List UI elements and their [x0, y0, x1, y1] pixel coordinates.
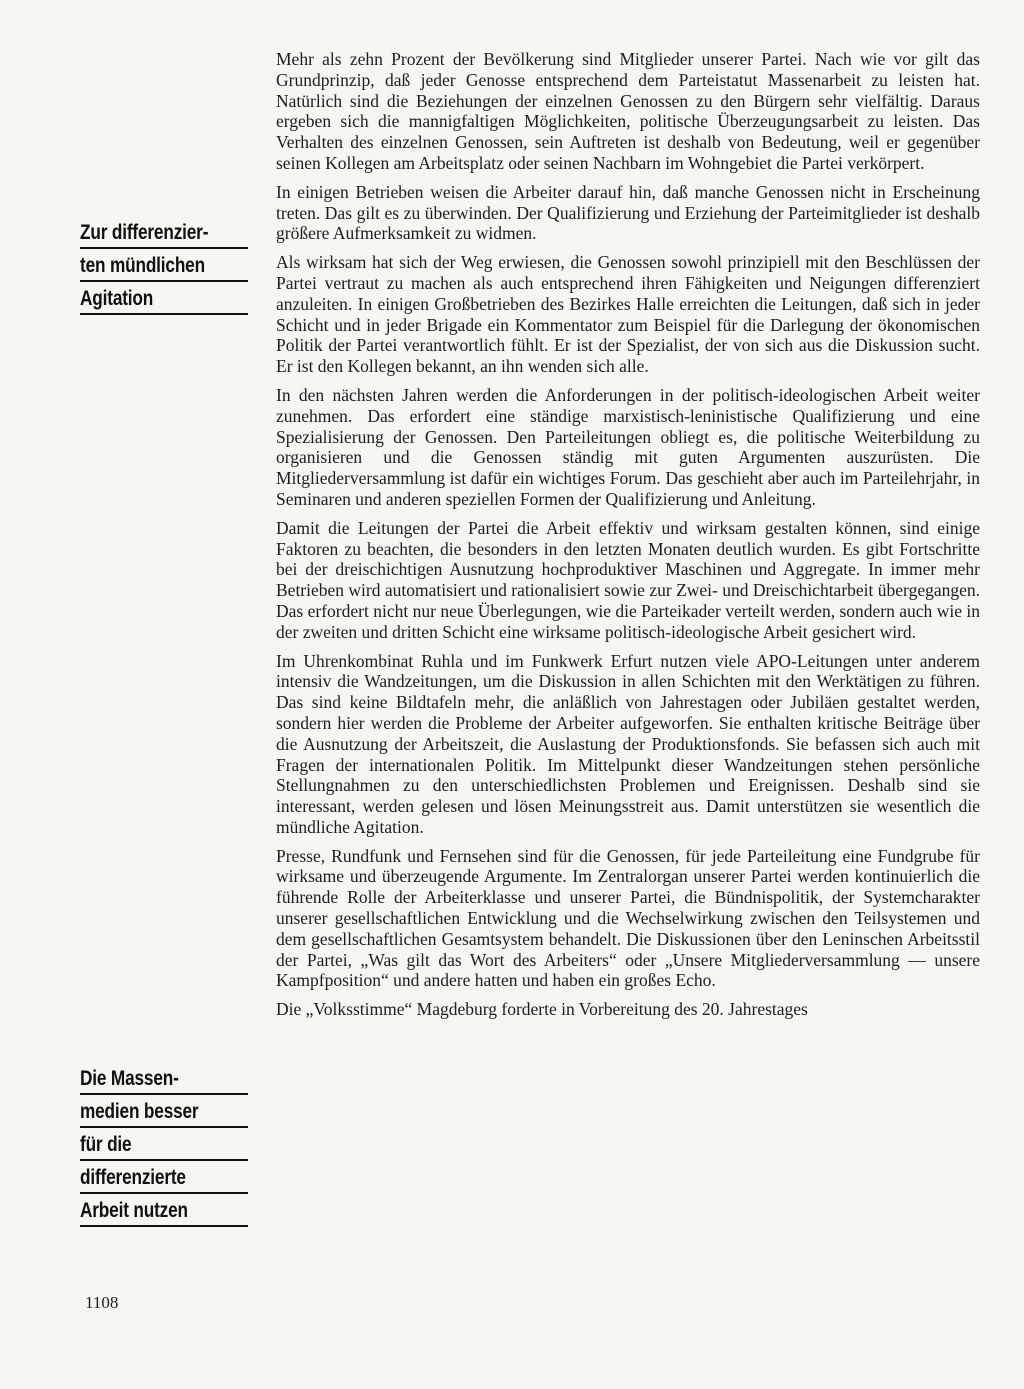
heading-line: für die [80, 1128, 248, 1161]
paragraph-shift-work: Damit die Leitungen der Partei die Arbeit effektiv und wirksam gestalten können, sind einige Faktoren zu beachten, die besonders in den letzten Monaten deutlich wurden. Es gibt Fortschritte bei der dreischichtigen Ausnutzung hochproduktiver Maschinen und Aggregate. In immer mehr Betrieben wird automatisiert und rationalisiert sowie zur Zwei- und Dreischichtarbeit übergegangen. Das erfordert nicht nur neue Überlegungen, wie die Parteikader verteilt werden, sondern auch wie in der zweiten und dritten Schicht eine wirksame politisch-ideologische Arbeit gesichert wird. [276, 517, 980, 642]
heading-line: medien besser [80, 1095, 248, 1128]
paragraph-membership: Mehr als zehn Prozent der Bevölkerung sind Mitglieder unserer Partei. Nach wie vor gilt das Grundprinzip, daß jeder Genosse entsprechend dem Parteistatut Massenarbeit zu leisten hat. Natürlich sind die Beziehungen der einzelnen Genossen zu den Bürgern sehr vielfältig. Daraus ergeben sich die mannigfaltigen Möglichkeiten, politische Überzeugungsarbeit zu leisten. Das Verhalten des einzelnen Genossen, sein Auftreten ist deshalb von Bedeutung, weil er gegenüber seinen Kollegen am Arbeitsplatz oder seinen Nachbarn im Wohngebiet die Partei verkörpert. [276, 49, 980, 173]
body-text-column [276, 49, 980, 1028]
heading-line: Agitation [80, 282, 248, 315]
paragraph-workers-remarks: In einigen Betrieben weisen die Arbeiter darauf hin, daß manche Genossen nicht in Erscheinung treten. Das gilt es zu überwinden. Der Qualifizierung und Erziehung der Parteimitglieder ist deshalb größere Aufmerksamkeit zu widmen. [276, 181, 980, 244]
heading-line: Arbeit nutzen [80, 1194, 248, 1227]
sidebar-heading-differentiated-agitation [80, 216, 248, 315]
paragraph-differentiated-guidance: Als wirksam hat sich der Weg erwiesen, die Genossen sowohl prinzipiell mit den Beschlüssen der Partei vertraut zu machen als auch entsprechend ihren Fähigkeiten und Neigungen differenziert anzuleiten. In einigen Großbetrieben des Bezirkes Halle erreichten die Leitungen, daß sich in jeder Schicht und in jeder Brigade ein Kommentator zum Beispiel für die Darlegung der ökonomischen Politik der Partei verantwortlich fühlt. Er ist der Spezialist, der von sich aus die Diskussion sucht. Er ist den Kollegen bekannt, an ihn wenden sich alle. [276, 252, 980, 377]
heading-line: differenzierte [80, 1161, 248, 1194]
sidebar-heading-mass-media [80, 1062, 248, 1227]
page-number: 1108 [85, 1293, 119, 1312]
heading-line: Die Massen- [80, 1062, 248, 1095]
paragraph-volksstimme: Die „Volksstimme“ Magdeburg forderte in Vorbereitung des 20. Jahrestages [276, 999, 808, 1020]
heading-line: ten mündlichen [80, 249, 248, 282]
heading-line: Zur differenzier- [80, 216, 248, 249]
paragraph-mass-media: Presse, Rundfunk und Fernsehen sind für die Genossen, für jede Parteileitung eine Fundgrube für wirksame und überzeugende Argumente. Im Zentralorgan unserer Partei werden kontinuierlich die führende Rolle der Arbeiterklasse und unserer Partei, die Bündnispolitik, der Systemcharakter unserer gesellschaftlichen Entwicklung und die Wechselwirkung zwischen den Teilsystemen und dem gesellschaftlichen Gesamtsystem behandelt. Die Diskussionen über den Leninschen Arbeitsstil der Partei, „Was gilt das Wort des Arbeiters“ oder „Unsere Mitgliederversammlung — unsere Kampfposition“ und andere hatten und haben ein großes Echo. [276, 845, 980, 991]
paragraph-future-requirements: In den nächsten Jahren werden die Anforderungen in der politisch-ideologischen Arbeit weiter zunehmen. Das erfordert eine ständige marxistisch-leninistische Qualifizierung und eine Spezialisierung der Genossen. Den Parteileitungen obliegt es, die politische Weiterbildung zu organisieren und die Genossen ständig mit guten Argumenten auszurüsten. Die Mitgliederversammlung ist dafür ein wichtiges Forum. Das geschieht aber auch im Parteilehrjahr, in Seminaren und anderen speziellen Formen der Qualifizierung und Anleitung. [276, 384, 980, 509]
paragraph-wall-newspapers: Im Uhrenkombinat Ruhla und im Funkwerk Erfurt nutzen viele APO-Leitungen unter anderem intensiv die Wandzeitungen, um die Diskussion in allen Schichten mit den Werktätigen zu führen. Das sind keine Bildtafeln mehr, die anläßlich von Jahrestagen oder Jubiläen gestaltet werden, sondern hier werden die Probleme der Arbeiter aufgeworfen. Sie enthalten kritische Beiträge über die Ausnutzung der Arbeitszeit, die Auslastung der Produktionsfonds. Sie befassen sich auch mit Fragen der internationalen Politik. Im Mittelpunkt dieser Wandzeitungen stehen persönliche Stellungnahmen zu den unterschiedlichsten Problemen und Ereignissen. Deshalb sind sie interessant, werden gelesen und lösen Meinungsstreit aus. Damit unterstützen sie wesentlich die mündliche Agitation. [276, 650, 980, 837]
